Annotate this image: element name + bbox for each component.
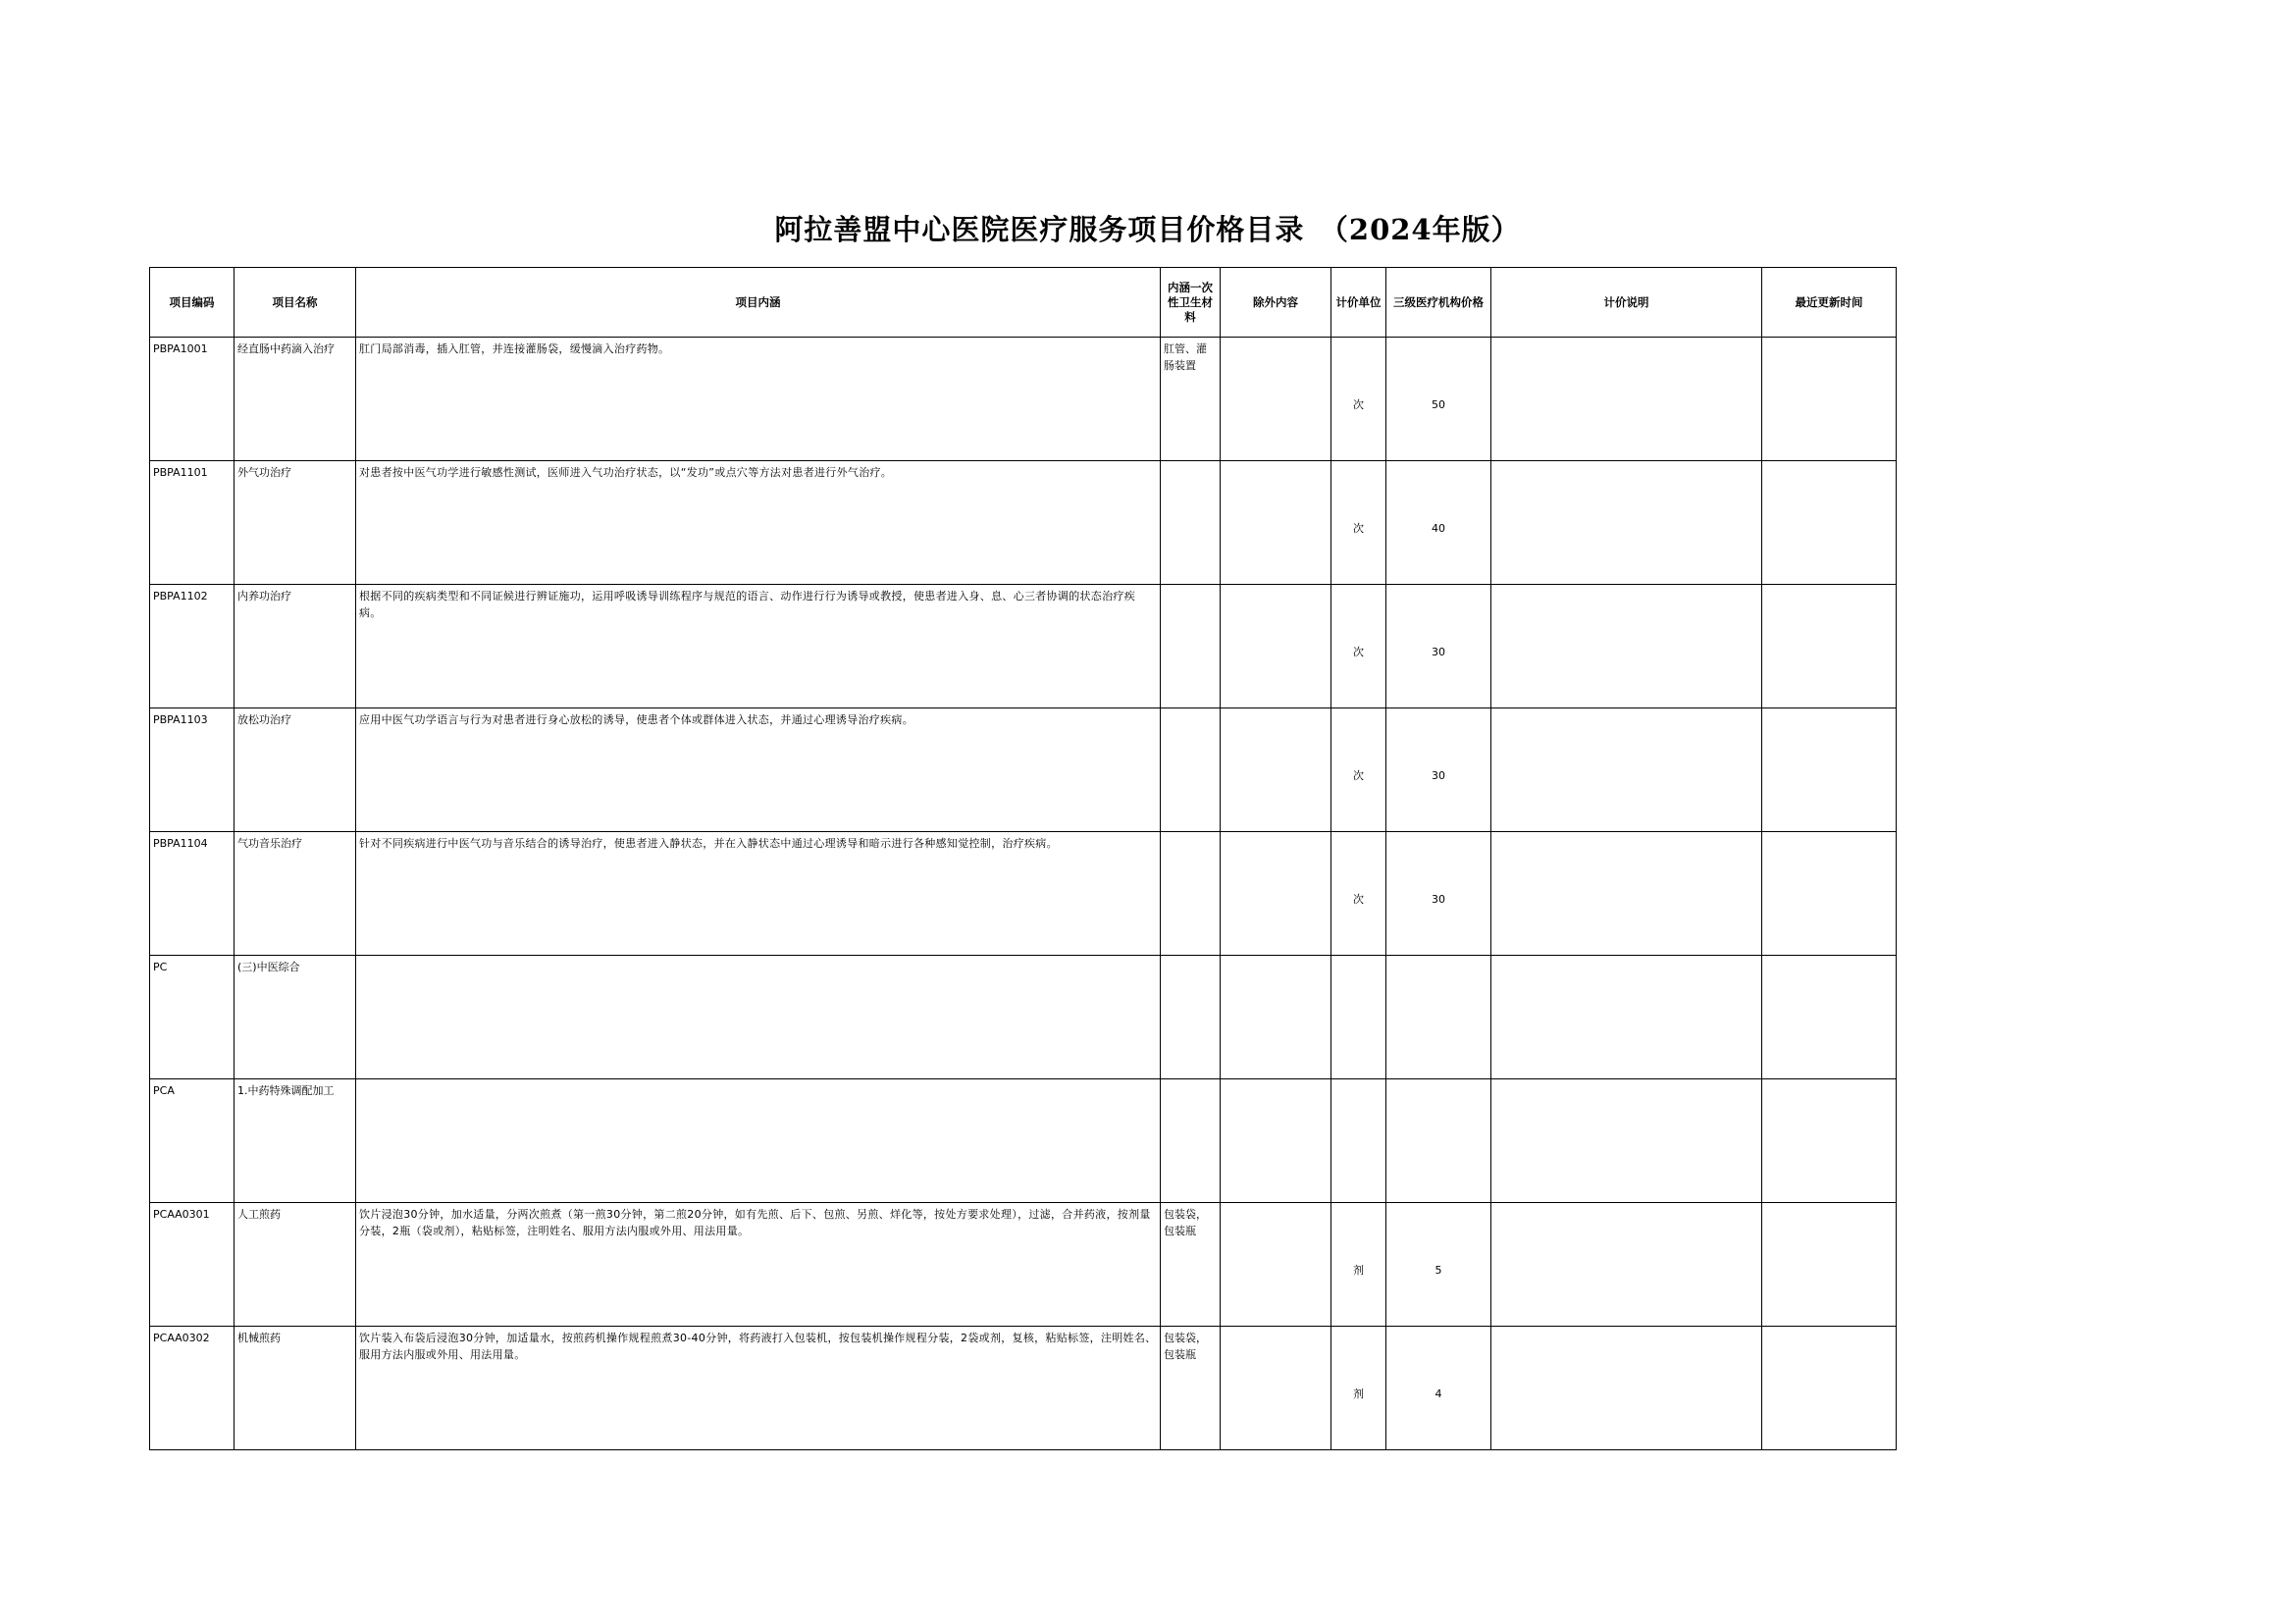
cell-excluded [1221,1327,1331,1450]
cell-code: PBPA1101 [150,461,235,585]
cell-updated [1762,1327,1897,1450]
header-disposable: 内涵一次性卫生材料 [1161,268,1221,338]
header-updated: 最近更新时间 [1762,268,1897,338]
cell-excluded [1221,1079,1331,1203]
cell-disposable: 肛管、灌肠装置 [1161,338,1221,461]
table-row [150,1203,1897,1327]
cell-updated [1762,1203,1897,1327]
cell-code: PCAA0302 [150,1327,235,1450]
table-row [150,832,1897,956]
cell-name: (三)中医综合 [235,956,356,1079]
cell-unit: 剂 [1331,1203,1386,1327]
table-row [150,461,1897,585]
cell-code: PBPA1103 [150,708,235,832]
cell-disposable [1161,1079,1221,1203]
cell-price [1386,1079,1491,1203]
cell-name: 1.中药特殊调配加工 [235,1079,356,1203]
cell-price: 30 [1386,832,1491,956]
cell-disposable [1161,585,1221,708]
price-table [149,267,1897,1450]
table-row [150,708,1897,832]
cell-notes [1491,461,1762,585]
table-row [150,338,1897,461]
cell-name: 放松功治疗 [235,708,356,832]
cell-price: 5 [1386,1203,1491,1327]
cell-name: 气功音乐治疗 [235,832,356,956]
cell-name: 经直肠中药滴入治疗 [235,338,356,461]
cell-code: PCA [150,1079,235,1203]
cell-disposable: 包装袋，包装瓶 [1161,1203,1221,1327]
table-row [150,1079,1897,1203]
cell-code: PC [150,956,235,1079]
cell-unit: 次 [1331,461,1386,585]
cell-unit [1331,1079,1386,1203]
cell-updated [1762,832,1897,956]
cell-disposable: 包装袋，包装瓶 [1161,1327,1221,1450]
cell-excluded [1221,585,1331,708]
cell-excluded [1221,956,1331,1079]
cell-updated [1762,708,1897,832]
cell-content: 根据不同的疾病类型和不同证候进行辨证施功，运用呼吸诱导训练程序与规范的语言、动作进行行为诱导或教授，使患者进入身、息、心三者协调的状态治疗疾病。 [356,585,1161,708]
cell-unit: 次 [1331,708,1386,832]
cell-price: 30 [1386,708,1491,832]
cell-notes [1491,832,1762,956]
cell-excluded [1221,1203,1331,1327]
header-row [150,268,1897,338]
cell-content: 针对不同疾病进行中医气功与音乐结合的诱导治疗，使患者进入静状态，并在入静状态中通过心理诱导和暗示进行各种感知觉控制，治疗疾病。 [356,832,1161,956]
cell-content: 应用中医气功学语言与行为对患者进行身心放松的诱导，使患者个体或群体进入状态，并通过心理诱导治疗疾病。 [356,708,1161,832]
header-excluded: 除外内容 [1221,268,1331,338]
cell-updated [1762,338,1897,461]
cell-excluded [1221,708,1331,832]
cell-name: 人工煎药 [235,1203,356,1327]
cell-content: 饮片装入布袋后浸泡30分钟，加适量水，按煎药机操作规程煎煮30-40分钟，将药液打入包装机，按包装机操作规程分装，2袋或剂，复核，粘贴标签，注明姓名、服用方法内服或外用、用法用量。 [356,1327,1161,1450]
cell-price: 4 [1386,1327,1491,1450]
cell-excluded [1221,338,1331,461]
cell-unit [1331,956,1386,1079]
cell-name: 内养功治疗 [235,585,356,708]
cell-excluded [1221,832,1331,956]
header-unit: 计价单位 [1331,268,1386,338]
cell-disposable [1161,956,1221,1079]
table-row [150,1327,1897,1450]
cell-content [356,1079,1161,1203]
cell-notes [1491,338,1762,461]
cell-updated [1762,1079,1897,1203]
cell-unit: 次 [1331,832,1386,956]
cell-code: PBPA1001 [150,338,235,461]
table-row [150,585,1897,708]
cell-disposable [1161,461,1221,585]
cell-content: 对患者按中医气功学进行敏感性测试，医师进入气功治疗状态，以“发功”或点穴等方法对患者进行外气治疗。 [356,461,1161,585]
cell-notes [1491,708,1762,832]
cell-updated [1762,585,1897,708]
cell-name: 外气功治疗 [235,461,356,585]
cell-updated [1762,461,1897,585]
cell-code: PBPA1102 [150,585,235,708]
header-notes: 计价说明 [1491,268,1762,338]
cell-notes [1491,1079,1762,1203]
cell-content [356,956,1161,1079]
cell-unit: 剂 [1331,1327,1386,1450]
header-content: 项目内涵 [356,268,1161,338]
cell-price [1386,956,1491,1079]
cell-notes [1491,585,1762,708]
cell-notes [1491,1203,1762,1327]
cell-price: 30 [1386,585,1491,708]
table-row [150,956,1897,1079]
cell-updated [1762,956,1897,1079]
cell-price: 40 [1386,461,1491,585]
cell-disposable [1161,832,1221,956]
cell-excluded [1221,461,1331,585]
cell-name: 机械煎药 [235,1327,356,1450]
cell-price: 50 [1386,338,1491,461]
page-title: 阿拉善盟中心医院医疗服务项目价格目录 （2024年版） [774,213,1521,246]
cell-disposable [1161,708,1221,832]
header-price: 三级医疗机构价格 [1386,268,1491,338]
cell-notes [1491,956,1762,1079]
header-code: 项目编码 [150,268,235,338]
cell-content: 肛门局部消毒，插入肛管，并连接灌肠袋，缓慢滴入治疗药物。 [356,338,1161,461]
cell-code: PBPA1104 [150,832,235,956]
cell-unit: 次 [1331,585,1386,708]
cell-code: PCAA0301 [150,1203,235,1327]
cell-notes [1491,1327,1762,1450]
cell-unit: 次 [1331,338,1386,461]
header-name: 项目名称 [235,268,356,338]
cell-content: 饮片浸泡30分钟，加水适量，分两次煎煮（第一煎30分钟，第二煎20分钟，如有先煎、后下、包煎、另煎、烊化等，按处方要求处理），过滤，合并药液，按剂量分装，2瓶（袋或剂），粘贴标签，注明姓名、服用方法内服或外用、用法用量。 [356,1203,1161,1327]
